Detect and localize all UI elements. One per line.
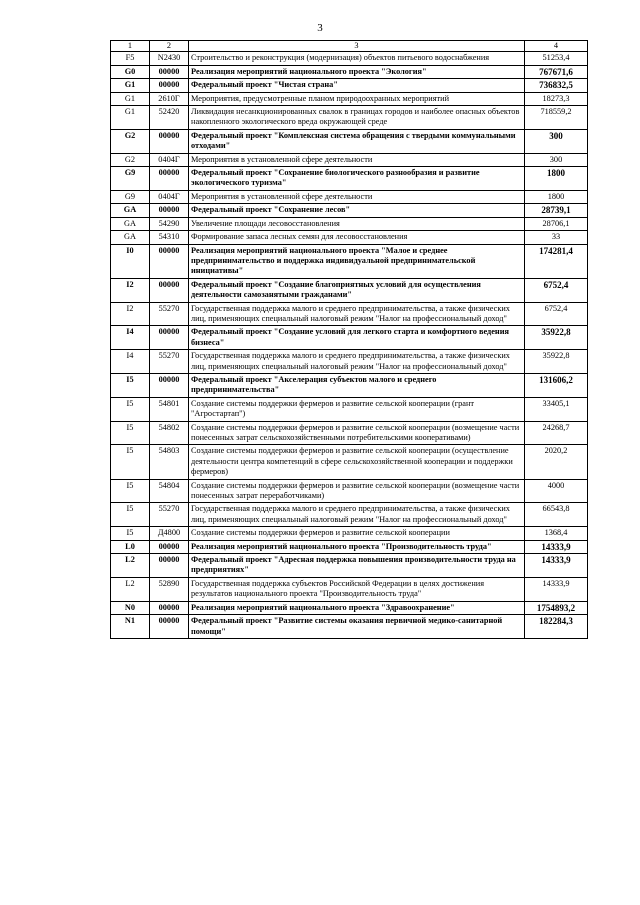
expense-code-cell: 00000 <box>150 278 189 302</box>
expense-code-cell: 0404Г <box>150 153 189 166</box>
description-cell: Федеральный проект "Акселерация субъектов малого и среднего предпринимательства" <box>189 373 525 397</box>
target-code-cell: L2 <box>111 554 150 578</box>
amount-cell: 1754893,2 <box>525 601 588 614</box>
expense-code-cell: 54290 <box>150 217 189 230</box>
table-row <box>111 540 588 553</box>
table-row <box>111 79 588 92</box>
amount-cell: 1800 <box>525 167 588 191</box>
expense-code-cell: 54804 <box>150 479 189 503</box>
amount-cell: 18273,3 <box>525 92 588 105</box>
table-row <box>111 167 588 191</box>
amount-cell: 28739,1 <box>525 204 588 217</box>
table-row <box>111 302 588 326</box>
table-row <box>111 106 588 130</box>
description-cell: Государственная поддержка малого и среднего предпринимательства, а также физических лиц, применяющих специальный налоговый режим "Налог на профессиональный доход" <box>189 350 525 374</box>
target-code-cell: I5 <box>111 397 150 421</box>
expense-code-cell: 00000 <box>150 326 189 350</box>
expense-code-cell: 54803 <box>150 445 189 479</box>
expense-code-cell: 52890 <box>150 577 189 601</box>
column-number-row <box>111 41 588 52</box>
expense-code-cell: 00000 <box>150 129 189 153</box>
table-row <box>111 204 588 217</box>
table-row <box>111 445 588 479</box>
description-cell: Федеральный проект "Создание благоприятных условий для осуществления деятельности самозанятыми гражданами" <box>189 278 525 302</box>
description-cell: Реализация мероприятий национального проекта "Малое и среднее предпринимательство и поддержка индивидуальной предпринимательской инициативы" <box>189 244 525 278</box>
target-code-cell: I2 <box>111 302 150 326</box>
amount-cell: 35922,8 <box>525 326 588 350</box>
description-cell: Государственная поддержка малого и среднего предпринимательства, а также физических лиц, применяющих специальный налоговый режим "Налог на профессиональный доход" <box>189 302 525 326</box>
expense-code-cell: 00000 <box>150 244 189 278</box>
expense-code-cell: 52420 <box>150 106 189 130</box>
target-code-cell: GA <box>111 217 150 230</box>
description-cell: Мероприятия, предусмотренные планом природоохранных мероприятий <box>189 92 525 105</box>
amount-cell: 14333,9 <box>525 540 588 553</box>
amount-cell: 1368,4 <box>525 527 588 540</box>
description-cell: Мероприятия в установленной сфере деятельности <box>189 153 525 166</box>
table-row <box>111 278 588 302</box>
description-cell: Строительство и реконструкция (модернизация) объектов питьевого водоснабжения <box>189 52 525 65</box>
table-row <box>111 479 588 503</box>
expense-code-cell: 00000 <box>150 79 189 92</box>
amount-cell: 300 <box>525 129 588 153</box>
target-code-cell: N0 <box>111 601 150 614</box>
expense-code-cell: 55270 <box>150 302 189 326</box>
expense-code-cell: 55270 <box>150 350 189 374</box>
table-row <box>111 217 588 230</box>
target-code-cell: G1 <box>111 92 150 105</box>
target-code-cell: I5 <box>111 479 150 503</box>
expense-code-cell: 54310 <box>150 231 189 244</box>
description-cell: Федеральный проект "Сохранение лесов" <box>189 204 525 217</box>
description-cell: Федеральный проект "Развитие системы оказания первичной медико-санитарной помощи" <box>189 615 525 639</box>
table-row <box>111 92 588 105</box>
expense-code-cell: N2430 <box>150 52 189 65</box>
table-row <box>111 52 588 65</box>
table-row <box>111 326 588 350</box>
table-row <box>111 190 588 203</box>
target-code-cell: I0 <box>111 244 150 278</box>
target-code-cell: G9 <box>111 190 150 203</box>
amount-cell: 182284,3 <box>525 615 588 639</box>
target-code-cell: I5 <box>111 527 150 540</box>
description-cell: Формирование запаса лесных семян для лесовосстановления <box>189 231 525 244</box>
target-code-cell: L0 <box>111 540 150 553</box>
column-number-3: 3 <box>189 41 525 52</box>
description-cell: Создание системы поддержки фермеров и развитие сельской кооперации <box>189 527 525 540</box>
amount-cell: 131606,2 <box>525 373 588 397</box>
description-cell: Федеральный проект "Создание условий для легкого старта и комфортного ведения бизнеса" <box>189 326 525 350</box>
description-cell: Создание системы поддержки фермеров и развитие сельской кооперации (возмещение части понесенных затрат переработчиками) <box>189 479 525 503</box>
expense-code-cell: 00000 <box>150 167 189 191</box>
table-row <box>111 153 588 166</box>
expense-code-cell: 54801 <box>150 397 189 421</box>
description-cell: Ликвидация несанкционированных свалок в границах городов и наиболее опасных объектов накопленного экологического вреда окружающей среде <box>189 106 525 130</box>
table-row <box>111 601 588 614</box>
table-row <box>111 577 588 601</box>
description-cell: Федеральный проект "Комплексная система обращения с твердыми коммунальными отходами" <box>189 129 525 153</box>
amount-cell: 718559,2 <box>525 106 588 130</box>
column-number-1: 1 <box>111 41 150 52</box>
amount-cell: 736832,5 <box>525 79 588 92</box>
target-code-cell: I5 <box>111 421 150 445</box>
amount-cell: 1800 <box>525 190 588 203</box>
expense-code-cell: 0404Г <box>150 190 189 203</box>
expense-code-cell: 00000 <box>150 601 189 614</box>
description-cell: Создание системы поддержки фермеров и развитие сельской кооперации (осуществление деятельности центра компетенций в сфере сельскохозяйственной кооперации и поддержки фермеров) <box>189 445 525 479</box>
column-number-2: 2 <box>150 41 189 52</box>
target-code-cell: I4 <box>111 326 150 350</box>
description-cell: Федеральный проект "Чистая страна" <box>189 79 525 92</box>
target-code-cell: G2 <box>111 153 150 166</box>
target-code-cell: N1 <box>111 615 150 639</box>
target-code-cell: I5 <box>111 445 150 479</box>
amount-cell: 14333,9 <box>525 554 588 578</box>
target-code-cell: L2 <box>111 577 150 601</box>
expense-code-cell: 00000 <box>150 615 189 639</box>
table-row <box>111 373 588 397</box>
budget-table <box>110 40 588 639</box>
description-cell: Реализация мероприятий национального проекта "Экология" <box>189 65 525 78</box>
budget-table-body <box>111 41 588 639</box>
description-cell: Государственная поддержка субъектов Российской Федерации в целях достижения результатов национального проекта "Производительность труда" <box>189 577 525 601</box>
amount-cell: 767671,6 <box>525 65 588 78</box>
target-code-cell: F5 <box>111 52 150 65</box>
table-row <box>111 503 588 527</box>
amount-cell: 174281,4 <box>525 244 588 278</box>
table-row <box>111 527 588 540</box>
table-row <box>111 615 588 639</box>
column-number-4: 4 <box>525 41 588 52</box>
amount-cell: 24268,7 <box>525 421 588 445</box>
expense-code-cell: 55270 <box>150 503 189 527</box>
description-cell: Создание системы поддержки фермеров и развитие сельской кооперации (грант "Агростартап") <box>189 397 525 421</box>
target-code-cell: G2 <box>111 129 150 153</box>
description-cell: Создание системы поддержки фермеров и развитие сельской кооперации (возмещение части понесенных затрат сельскохозяйственными потребительскими кооперативами) <box>189 421 525 445</box>
target-code-cell: GA <box>111 231 150 244</box>
table-row <box>111 129 588 153</box>
target-code-cell: G1 <box>111 106 150 130</box>
expense-code-cell: Д4800 <box>150 527 189 540</box>
target-code-cell: I4 <box>111 350 150 374</box>
table-row <box>111 554 588 578</box>
amount-cell: 28706,1 <box>525 217 588 230</box>
amount-cell: 6752,4 <box>525 302 588 326</box>
expense-code-cell: 00000 <box>150 373 189 397</box>
page-number: 3 <box>317 22 323 34</box>
target-code-cell: I5 <box>111 373 150 397</box>
amount-cell: 33 <box>525 231 588 244</box>
target-code-cell: I2 <box>111 278 150 302</box>
expense-code-cell: 54802 <box>150 421 189 445</box>
amount-cell: 33405,1 <box>525 397 588 421</box>
expense-code-cell: 00000 <box>150 65 189 78</box>
description-cell: Реализация мероприятий национального проекта "Производительность труда" <box>189 540 525 553</box>
amount-cell: 51253,4 <box>525 52 588 65</box>
expense-code-cell: 2610Г <box>150 92 189 105</box>
amount-cell: 66543,8 <box>525 503 588 527</box>
target-code-cell: I5 <box>111 503 150 527</box>
description-cell: Мероприятия в установленной сфере деятельности <box>189 190 525 203</box>
table-row <box>111 65 588 78</box>
expense-code-cell: 00000 <box>150 540 189 553</box>
amount-cell: 14333,9 <box>525 577 588 601</box>
target-code-cell: G9 <box>111 167 150 191</box>
target-code-cell: G0 <box>111 65 150 78</box>
description-cell: Увеличение площади лесовосстановления <box>189 217 525 230</box>
amount-cell: 2020,2 <box>525 445 588 479</box>
target-code-cell: G1 <box>111 79 150 92</box>
target-code-cell: GA <box>111 204 150 217</box>
amount-cell: 300 <box>525 153 588 166</box>
table-row <box>111 350 588 374</box>
description-cell: Государственная поддержка малого и среднего предпринимательства, а также физических лиц, применяющих специальный налоговый режим "Налог на профессиональный доход" <box>189 503 525 527</box>
amount-cell: 35922,8 <box>525 350 588 374</box>
description-cell: Реализация мероприятий национального проекта "Здравоохранение" <box>189 601 525 614</box>
description-cell: Федеральный проект "Сохранение биологического разнообразия и развитие экологического туризма" <box>189 167 525 191</box>
expense-code-cell: 00000 <box>150 204 189 217</box>
amount-cell: 4000 <box>525 479 588 503</box>
amount-cell: 6752,4 <box>525 278 588 302</box>
table-row <box>111 244 588 278</box>
description-cell: Федеральный проект "Адресная поддержка повышения производительности труда на предприятиях" <box>189 554 525 578</box>
table-row <box>111 397 588 421</box>
expense-code-cell: 00000 <box>150 554 189 578</box>
table-row <box>111 421 588 445</box>
table-row <box>111 231 588 244</box>
